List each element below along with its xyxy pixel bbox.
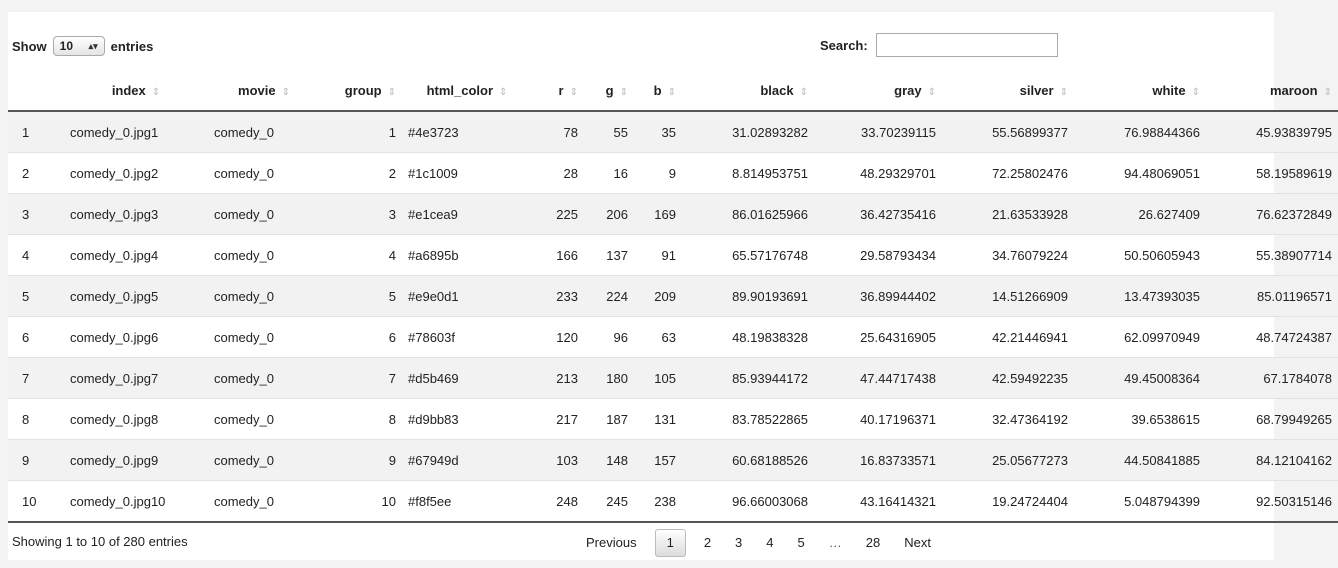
show-label: Show [12, 38, 47, 54]
cell-index: comedy_0.jpg1 [64, 111, 208, 153]
cell-white: 5.048794399 [1074, 481, 1206, 523]
cell-index: comedy_0.jpg8 [64, 399, 208, 440]
sort-icon: ⇕ [1059, 86, 1068, 98]
cell-b: 131 [634, 399, 682, 440]
cell-maroon: 55.38907714 [1206, 235, 1338, 276]
row-number-cell: 6 [8, 317, 64, 358]
table-row[interactable] [8, 111, 1338, 153]
column-header-label: white [1152, 82, 1186, 98]
column-header-index[interactable] [64, 70, 208, 111]
cell-black: 65.57176748 [682, 235, 814, 276]
cell-silver: 14.51266909 [942, 276, 1074, 317]
cell-maroon: 76.62372849 [1206, 194, 1338, 235]
cell-html-color: #a6895b [402, 235, 532, 276]
cell-html-color: #e1cea9 [402, 194, 532, 235]
previous-button[interactable]: Previous [586, 535, 637, 550]
sort-icon: ⇕ [927, 86, 936, 98]
cell-b: 91 [634, 235, 682, 276]
column-header-label: index [111, 82, 146, 98]
cell-white: 26.627409 [1074, 194, 1206, 235]
cell-group: 8 [320, 399, 402, 440]
pagination [574, 528, 943, 558]
cell-g: 137 [584, 235, 634, 276]
cell-white: 76.98844366 [1074, 111, 1206, 153]
sort-icon: ⇕ [667, 86, 676, 98]
pagination-ellipsis: … [828, 535, 842, 550]
cell-r: 103 [532, 440, 584, 481]
cell-r: 248 [532, 481, 584, 523]
column-header-movie[interactable] [208, 70, 320, 111]
cell-html-color: #f8f5ee [402, 481, 532, 523]
cell-index: comedy_0.jpg5 [64, 276, 208, 317]
cell-movie: comedy_0 [208, 481, 320, 523]
cell-movie: comedy_0 [208, 111, 320, 153]
column-header-label: group [344, 82, 382, 98]
cell-black: 8.814953751 [682, 153, 814, 194]
data-table [8, 70, 1338, 523]
column-header-gray[interactable] [814, 70, 942, 111]
entries-label: entries [110, 38, 154, 54]
cell-maroon: 58.19589619 [1206, 153, 1338, 194]
row-number-cell: 7 [8, 358, 64, 399]
cell-html-color: #1c1009 [402, 153, 532, 194]
cell-group: 7 [320, 358, 402, 399]
row-number-cell: 10 [8, 481, 64, 523]
cell-b: 35 [634, 111, 682, 153]
cell-movie: comedy_0 [208, 194, 320, 235]
cell-b: 9 [634, 153, 682, 194]
cell-black: 86.01625966 [682, 194, 814, 235]
cell-g: 206 [584, 194, 634, 235]
sort-icon: ⇕ [499, 86, 508, 98]
cell-b: 63 [634, 317, 682, 358]
column-header-black[interactable] [682, 70, 814, 111]
cell-b: 169 [634, 194, 682, 235]
cell-white: 62.09970949 [1074, 317, 1206, 358]
row-number-cell: 1 [8, 111, 64, 153]
cell-b: 238 [634, 481, 682, 523]
cell-silver: 32.47364192 [942, 399, 1074, 440]
cell-r: 120 [532, 317, 584, 358]
cell-white: 39.6538615 [1074, 399, 1206, 440]
table-row[interactable] [8, 276, 1338, 317]
select-arrows-icon: ▴▾ [88, 40, 98, 51]
cell-group: 6 [320, 317, 402, 358]
cell-black: 60.68188526 [682, 440, 814, 481]
table-row[interactable] [8, 399, 1338, 440]
sort-icon: ⇕ [619, 86, 628, 98]
sort-icon: ⇕ [1191, 86, 1200, 98]
cell-index: comedy_0.jpg10 [64, 481, 208, 523]
cell-black: 89.90193691 [682, 276, 814, 317]
cell-movie: comedy_0 [208, 276, 320, 317]
cell-black: 83.78522865 [682, 399, 814, 440]
cell-group: 9 [320, 440, 402, 481]
column-header-label: r [558, 82, 564, 98]
cell-r: 166 [532, 235, 584, 276]
cell-black: 48.19838328 [682, 317, 814, 358]
cell-group: 3 [320, 194, 402, 235]
cell-maroon: 45.93839795 [1206, 111, 1338, 153]
column-header-g[interactable] [584, 70, 634, 111]
cell-silver: 21.63533928 [942, 194, 1074, 235]
column-header-b[interactable] [634, 70, 682, 111]
length-control [12, 36, 153, 56]
cell-gray: 36.89944402 [814, 276, 942, 317]
column-header-label: b [653, 82, 662, 98]
cell-maroon: 67.1784078 [1206, 358, 1338, 399]
table-body [8, 111, 1338, 522]
cell-movie: comedy_0 [208, 317, 320, 358]
page-button-5[interactable]: 5 [797, 535, 805, 550]
cell-r: 28 [532, 153, 584, 194]
column-header-r[interactable] [532, 70, 584, 111]
column-header-silver[interactable] [942, 70, 1074, 111]
cell-group: 10 [320, 481, 402, 523]
column-header-label: gray [894, 82, 922, 98]
cell-r: 78 [532, 111, 584, 153]
cell-g: 96 [584, 317, 634, 358]
page-button-3[interactable]: 3 [735, 535, 743, 550]
cell-g: 187 [584, 399, 634, 440]
cell-gray: 48.29329701 [814, 153, 942, 194]
cell-r: 217 [532, 399, 584, 440]
cell-maroon: 68.79949265 [1206, 399, 1338, 440]
cell-html-color: #e9e0d1 [402, 276, 532, 317]
table-row[interactable] [8, 194, 1338, 235]
cell-index: comedy_0.jpg9 [64, 440, 208, 481]
cell-white: 44.50841885 [1074, 440, 1206, 481]
table-row[interactable] [8, 440, 1338, 481]
cell-black: 96.66003068 [682, 481, 814, 523]
cell-r: 213 [532, 358, 584, 399]
cell-gray: 33.70239115 [814, 111, 942, 153]
table-row[interactable] [8, 235, 1338, 276]
cell-index: comedy_0.jpg6 [64, 317, 208, 358]
table-row[interactable] [8, 153, 1338, 194]
page-button-1[interactable]: 1 [655, 529, 686, 557]
cell-white: 50.50605943 [1074, 235, 1206, 276]
cell-movie: comedy_0 [208, 440, 320, 481]
sort-icon: ⇕ [281, 86, 290, 98]
cell-black: 85.93944172 [682, 358, 814, 399]
header-row [8, 70, 1338, 111]
search-control [820, 33, 1058, 57]
cell-html-color: #67949d [402, 440, 532, 481]
cell-g: 55 [584, 111, 634, 153]
row-number-cell: 8 [8, 399, 64, 440]
entries-select[interactable] [53, 36, 105, 56]
sort-icon: ⇕ [387, 86, 396, 98]
cell-gray: 36.42735416 [814, 194, 942, 235]
cell-black: 31.02893282 [682, 111, 814, 153]
column-header-label: black [760, 82, 794, 98]
cell-group: 1 [320, 111, 402, 153]
table-row[interactable] [8, 317, 1338, 358]
cell-maroon: 48.74724387 [1206, 317, 1338, 358]
page-button-2[interactable]: 2 [703, 535, 712, 550]
cell-g: 16 [584, 153, 634, 194]
cell-group: 5 [320, 276, 402, 317]
column-header-label: maroon [1269, 82, 1318, 98]
cell-gray: 29.58793434 [814, 235, 942, 276]
column-header-label: silver [1019, 82, 1054, 98]
cell-maroon: 92.50315146 [1206, 481, 1338, 523]
row-number-cell: 4 [8, 235, 64, 276]
cell-g: 180 [584, 358, 634, 399]
sort-icon: ⇕ [569, 86, 578, 98]
cell-b: 105 [634, 358, 682, 399]
column-header-label: movie [238, 82, 276, 98]
column-header-group[interactable] [320, 70, 402, 111]
cell-white: 49.45008364 [1074, 358, 1206, 399]
cell-r: 225 [532, 194, 584, 235]
cell-g: 245 [584, 481, 634, 523]
sort-icon: ⇕ [151, 86, 161, 98]
cell-maroon: 84.12104162 [1206, 440, 1338, 481]
sort-icon: ⇕ [1323, 86, 1332, 98]
cell-movie: comedy_0 [208, 399, 320, 440]
cell-index: comedy_0.jpg2 [64, 153, 208, 194]
table-footer [8, 528, 1274, 560]
cell-silver: 55.56899377 [942, 111, 1074, 153]
column-header-label: html_color [426, 82, 494, 98]
row-number-cell: 2 [8, 153, 64, 194]
sort-icon: ⇕ [799, 86, 808, 98]
cell-silver: 42.59492235 [942, 358, 1074, 399]
cell-movie: comedy_0 [208, 153, 320, 194]
row-number-header [8, 70, 64, 111]
cell-html-color: #d9bb83 [402, 399, 532, 440]
page-button-4[interactable]: 4 [766, 535, 774, 550]
cell-gray: 16.83733571 [814, 440, 942, 481]
cell-gray: 47.44717438 [814, 358, 942, 399]
column-header-maroon[interactable] [1206, 70, 1338, 111]
cell-gray: 40.17196371 [814, 399, 942, 440]
cell-silver: 34.76079224 [942, 235, 1074, 276]
row-number-cell: 5 [8, 276, 64, 317]
page-button-28[interactable]: 28 [865, 535, 881, 550]
cell-silver: 19.24724404 [942, 481, 1074, 523]
table-row[interactable] [8, 358, 1338, 399]
row-number-cell: 9 [8, 440, 64, 481]
table-info: Showing 1 to 10 of 280 entries [12, 534, 188, 549]
table-toolbar [8, 12, 1274, 62]
cell-white: 94.48069051 [1074, 153, 1206, 194]
table-row[interactable] [8, 481, 1338, 523]
cell-html-color: #d5b469 [402, 358, 532, 399]
cell-maroon: 85.01196571 [1206, 276, 1338, 317]
cell-silver: 42.21446941 [942, 317, 1074, 358]
cell-index: comedy_0.jpg4 [64, 235, 208, 276]
cell-group: 4 [320, 235, 402, 276]
search-input[interactable] [876, 33, 1058, 57]
cell-group: 2 [320, 153, 402, 194]
cell-index: comedy_0.jpg3 [64, 194, 208, 235]
entries-select-value: 10 [59, 39, 74, 53]
cell-b: 209 [634, 276, 682, 317]
cell-gray: 25.64316905 [814, 317, 942, 358]
column-header-white[interactable] [1074, 70, 1206, 111]
cell-index: comedy_0.jpg7 [64, 358, 208, 399]
cell-silver: 25.05677273 [942, 440, 1074, 481]
column-header-html-color[interactable] [402, 70, 532, 111]
row-number-cell: 3 [8, 194, 64, 235]
cell-g: 224 [584, 276, 634, 317]
cell-gray: 43.16414321 [814, 481, 942, 523]
search-label: Search: [820, 37, 868, 53]
data-table-panel [8, 12, 1332, 560]
cell-movie: comedy_0 [208, 235, 320, 276]
cell-b: 157 [634, 440, 682, 481]
cell-html-color: #78603f [402, 317, 532, 358]
cell-white: 13.47393035 [1074, 276, 1206, 317]
cell-movie: comedy_0 [208, 358, 320, 399]
next-button[interactable]: Next [904, 535, 931, 550]
cell-r: 233 [532, 276, 584, 317]
cell-html-color: #4e3723 [402, 111, 532, 153]
column-header-label: g [605, 82, 614, 98]
cell-silver: 72.25802476 [942, 153, 1074, 194]
table-header [8, 70, 1338, 111]
cell-g: 148 [584, 440, 634, 481]
